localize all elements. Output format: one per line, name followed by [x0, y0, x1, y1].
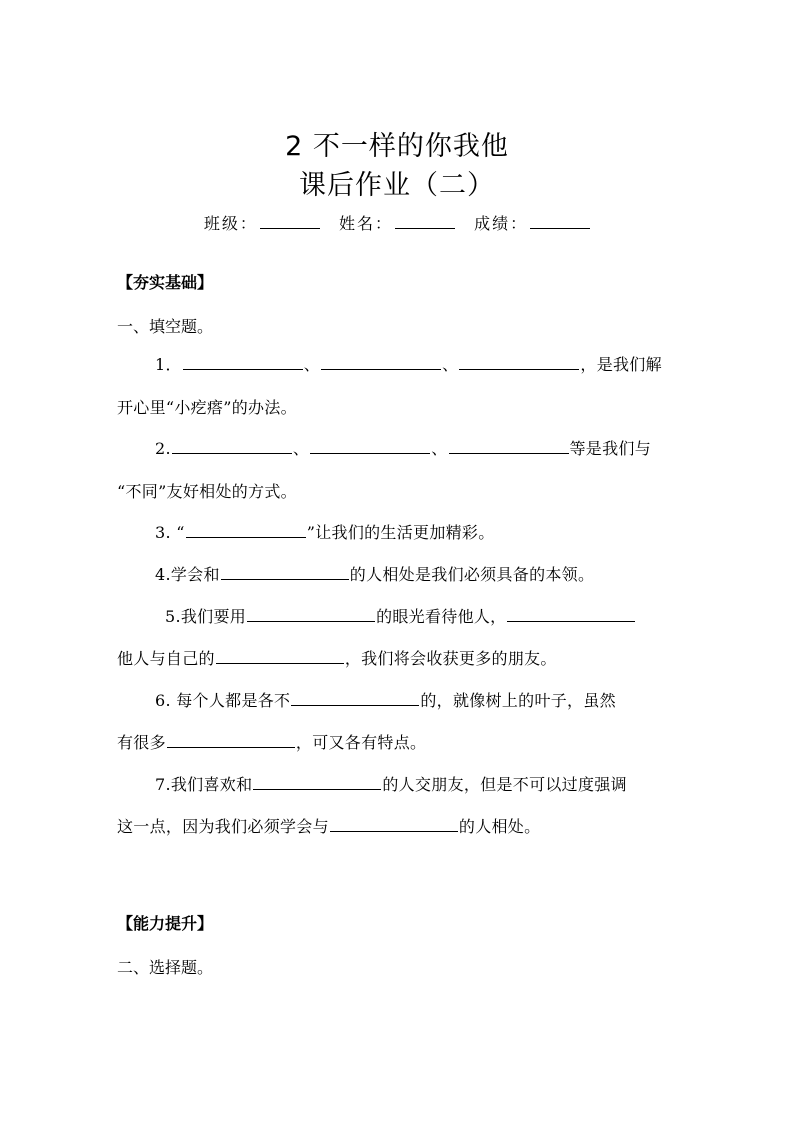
- section-label-basic: 【夯实基础】: [117, 273, 214, 292]
- q7-blank-1[interactable]: [253, 774, 381, 790]
- q2-blank-3[interactable]: [449, 438, 569, 454]
- page-title: 2 不一样的你我他: [285, 131, 509, 162]
- section-label-advanced: 【能力提升】: [117, 914, 214, 933]
- q5-blank-2[interactable]: [507, 606, 635, 622]
- question-6-line-1: 6. 每个人都是各不 的，就像树上的叶子，虽然: [155, 691, 616, 710]
- q2-blank-2[interactable]: [310, 438, 430, 454]
- question-7-line-1: 7.我们喜欢和 的人交朋友，但是不可以过度强调: [155, 775, 627, 794]
- name-blank[interactable]: [395, 214, 455, 229]
- section-heading-fill: 一、填空题。: [117, 317, 214, 336]
- question-4: 4.学会和 的人相处是我们必须具备的本领。: [155, 565, 595, 584]
- score-blank[interactable]: [530, 214, 590, 229]
- q1-blank-3[interactable]: [459, 354, 579, 370]
- class-blank[interactable]: [260, 214, 320, 229]
- student-info-row: [0, 211, 794, 234]
- q7-blank-2[interactable]: [330, 816, 458, 832]
- question-5-line-2: 他人与自己的 ，我们将会收获更多的朋友。: [117, 649, 557, 668]
- q3-blank[interactable]: [186, 522, 306, 538]
- q4-blank[interactable]: [221, 564, 349, 580]
- class-field: 班级：: [204, 214, 320, 233]
- question-6-line-2: 有很多 ，可又各有特点。: [117, 733, 427, 752]
- question-7-line-2: 这一点，因为我们必须学会与 的人相处。: [117, 817, 541, 836]
- q5-blank-1[interactable]: [247, 606, 375, 622]
- score-field: 成绩：: [474, 214, 590, 233]
- question-1-line-2: 开心里“小疙瘩”的办法。: [117, 398, 297, 417]
- question-2-line-2: “不同”友好相处的方式。: [117, 482, 297, 501]
- question-3: 3. “ ”让我们的生活更加精彩。: [155, 523, 495, 542]
- name-field: 姓名：: [339, 214, 455, 233]
- q1-blank-1[interactable]: [183, 354, 303, 370]
- question-2-line-1: 2. 、 、 等是我们与: [155, 439, 652, 458]
- q5-blank-3[interactable]: [216, 648, 344, 664]
- question-5-line-1: 5.我们要用 的眼光看待他人，: [117, 604, 677, 627]
- q1-blank-2[interactable]: [321, 354, 441, 370]
- q6-blank-2[interactable]: [167, 732, 295, 748]
- page-subtitle: 课后作业（二）: [299, 170, 495, 201]
- q6-blank-1[interactable]: [291, 690, 419, 706]
- section-heading-choice: 二、选择题。: [117, 958, 214, 977]
- q2-blank-1[interactable]: [172, 438, 292, 454]
- question-1-line-1: 1． 、 、 ，是我们解: [155, 355, 662, 374]
